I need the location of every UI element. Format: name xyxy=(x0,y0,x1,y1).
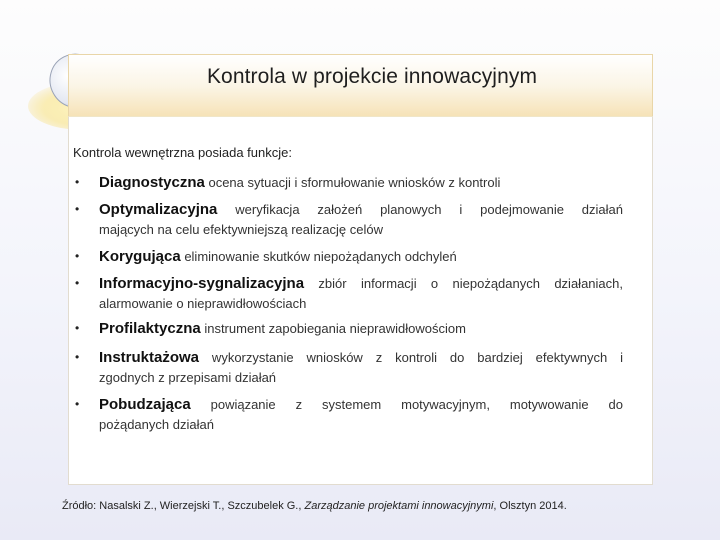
function-term: Korygująca xyxy=(99,248,181,265)
slide-title: Kontrola w projekcie innowacyjnym xyxy=(206,65,538,88)
function-description-continued: mających na celu efektywniejszą realizację celów xyxy=(99,222,383,237)
function-description: eliminowanie skutków niepożądanych odchyleń xyxy=(180,249,457,264)
function-term: Pobudzająca xyxy=(99,396,191,413)
content-panel xyxy=(68,116,653,485)
function-description: zbiór informacji o niepożądanych działaniach, xyxy=(304,276,623,291)
bullet-icon: • xyxy=(75,175,80,189)
bullet-icon: • xyxy=(75,249,80,263)
function-term: Informacyjno-sygnalizacyjna xyxy=(99,275,305,292)
bullet-icon: • xyxy=(75,350,80,364)
function-description-continued: alarmowanie o nieprawidłowościach xyxy=(99,296,307,311)
function-description: weryfikacja założeń planowych i podejmowanie działań xyxy=(217,202,623,217)
function-term: Optymalizacyjna xyxy=(99,201,218,218)
bullet-icon: • xyxy=(75,397,80,411)
function-term: Profilaktyczna xyxy=(99,320,201,337)
function-description: wykorzystanie wniosków z kontroli do bardziej efektywnych i xyxy=(199,350,623,365)
function-description: instrument zapobiegania nieprawidłowościom xyxy=(200,321,466,336)
function-term: Diagnostyczna xyxy=(99,174,205,191)
source-citation xyxy=(62,500,567,512)
source-prefix: Źródło: Nasalski Z., Wierzejski T., Szczubelek G., xyxy=(62,500,305,512)
source-book-title: Zarządzanie projektami innowacyjnymi xyxy=(304,500,494,512)
source-suffix: , Olsztyn 2014. xyxy=(493,500,567,512)
bullet-icon: • xyxy=(75,202,80,216)
function-term: Instruktażowa xyxy=(99,349,200,366)
bullet-icon: • xyxy=(75,321,80,335)
intro-text: Kontrola wewnętrzna posiada funkcje: xyxy=(73,145,292,160)
function-description: powiązanie z systemem motywacyjnym, motywowanie do xyxy=(190,397,623,412)
title-bar xyxy=(68,54,653,117)
function-description-continued: pożądanych działań xyxy=(99,417,214,432)
function-description-continued: zgodnych z przepisami działań xyxy=(99,370,277,385)
function-description: ocena sytuacji i sformułowanie wniosków z kontroli xyxy=(204,175,501,190)
bullet-icon: • xyxy=(75,276,80,290)
